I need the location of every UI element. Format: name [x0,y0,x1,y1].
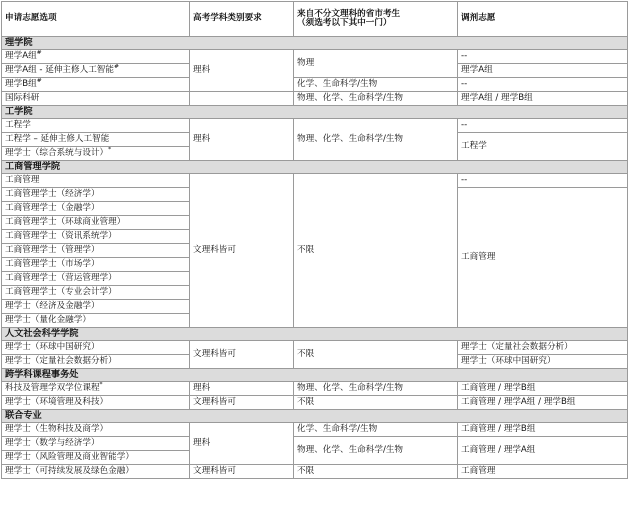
table-row [2,174,628,188]
program-cell: 工商管理 [2,174,190,188]
alternative-cell: 工商管理 / 理学A组 / 理学B组 [458,396,628,410]
program-cell: 理学B组# [2,78,190,92]
section-row-science [2,37,628,50]
section-title-business: 工商管理学院 [2,161,628,174]
alternative-cell: 工商管理 / 理学A组 [458,437,628,465]
program-cell: 工商管理学士（金融学） [2,202,190,216]
program-cell: 理学士（生物科技及商学） [2,423,190,437]
section-title-science: 理学院 [2,37,628,50]
subjects-cell: 不限 [294,465,458,479]
subjects-cell: 化学、生命科学/生物 [294,423,458,437]
table-row [2,437,628,451]
header-program-option: 申请志愿选项 [2,2,190,37]
section-row-business [2,161,628,174]
program-cell: 工商管理学士（管理学） [2,244,190,258]
program-cell: 工商管理学士（经济学） [2,188,190,202]
table-row [2,396,628,410]
section-row-interdisciplinary [2,369,628,382]
alternative-cell: 工程学 [458,133,628,161]
subjects-cell: 物理、化学、生命科学/生物 [294,92,458,106]
category-cell: 理科 [190,50,294,92]
section-title-humanities: 人文社会科学学院 [2,328,628,341]
program-cell: 工商管理学士（环球商业管理） [2,216,190,230]
section-row-engineering [2,106,628,119]
category-cell: 文理科皆可 [190,174,294,328]
table-row [2,382,628,396]
subjects-cell: 不限 [294,396,458,410]
category-cell: 文理科皆可 [190,341,294,369]
program-cell: 理学士（环境管理及科技） [2,396,190,410]
program-cell: 理学士（综合系统与设计）* [2,147,190,161]
alternative-cell: 理学A组 / 理学B组 [458,92,628,106]
program-cell: 理学士（经济及金融学） [2,300,190,314]
subjects-cell: 物理 [294,50,458,78]
header-elective-line2: （须选考以下其中一门） [297,18,392,28]
subjects-cell: 不限 [294,174,458,328]
subjects-cell: 物理、化学、生命科学/生物 [294,437,458,465]
table-row [2,92,628,106]
program-cell: 理学士（环球中国研究） [2,341,190,355]
table-row [2,119,628,133]
program-cell: 理学A组# [2,50,190,64]
program-cell: 工程学 – 延伸主修人工智能 [2,133,190,147]
alternative-cell: 工商管理 [458,188,628,328]
section-title-interdisciplinary: 跨学科课程事务处 [2,369,628,382]
program-cell: 理学士（可持续发展及绿色金融） [2,465,190,479]
header-alternative-choice: 调剂志愿 [458,2,628,37]
table-row [2,50,628,64]
section-row-joint [2,410,628,423]
category-cell: 理科 [190,119,294,161]
table-row [2,341,628,355]
subjects-cell: 物理、化学、生命科学/生物 [294,119,458,161]
alternative-cell: -- [458,50,628,64]
table-header-row [2,2,628,37]
alternative-cell: 工商管理 / 理学B组 [458,423,628,437]
program-cell: 工商管理学士（资讯系统学） [2,230,190,244]
category-cell: 理科 [190,423,294,465]
section-title-joint: 联合专业 [2,410,628,423]
program-cell: 科技及管理学双学位课程* [2,382,190,396]
section-title-engineering: 工学院 [2,106,628,119]
subjects-cell: 不限 [294,341,458,369]
category-cell: 文理科皆可 [190,465,294,479]
program-cell: 理学士（定量社会数据分析） [2,355,190,369]
program-cell: 工商管理学士（市场学） [2,258,190,272]
alternative-cell: 工商管理 [458,465,628,479]
alternative-cell: 理学士（环球中国研究） [458,355,628,369]
table-row [2,78,628,92]
program-cell: 理学士（量化金融学） [2,314,190,328]
alternative-cell: 理学士（定量社会数据分析） [458,341,628,355]
header-subject-category: 高考学科类别要求 [190,2,294,37]
program-cell: 理学士（风险管理及商业智能学） [2,451,190,465]
header-elective-subjects [294,2,458,37]
section-row-humanities [2,328,628,341]
alternative-cell: 理学A组 [458,64,628,78]
program-cell: 工程学 [2,119,190,133]
subjects-cell: 物理、化学、生命科学/生物 [294,382,458,396]
category-cell: 理科 [190,382,294,396]
category-cell: 文理科皆可 [190,396,294,410]
program-cell: 工商管理学士（专业会计学） [2,286,190,300]
program-cell: 理学A组 - 延伸主修人工智能# [2,64,190,78]
program-cell: 工商管理学士（营运管理学） [2,272,190,286]
table-row [2,423,628,437]
category-cell-empty [190,92,294,106]
table-row [2,465,628,479]
header-elective-line1: 来自不分文理科的省市考生 [297,8,401,19]
alternative-cell: -- [458,119,628,133]
program-cell: 理学士（数学与经济学） [2,437,190,451]
program-cell: 国际科研 [2,92,190,106]
alternative-cell: 工商管理 / 理学B组 [458,382,628,396]
alternative-cell: -- [458,78,628,92]
admission-options-table [1,1,628,479]
alternative-cell: -- [458,174,628,188]
subjects-cell: 化学、生命科学/生物 [294,78,458,92]
